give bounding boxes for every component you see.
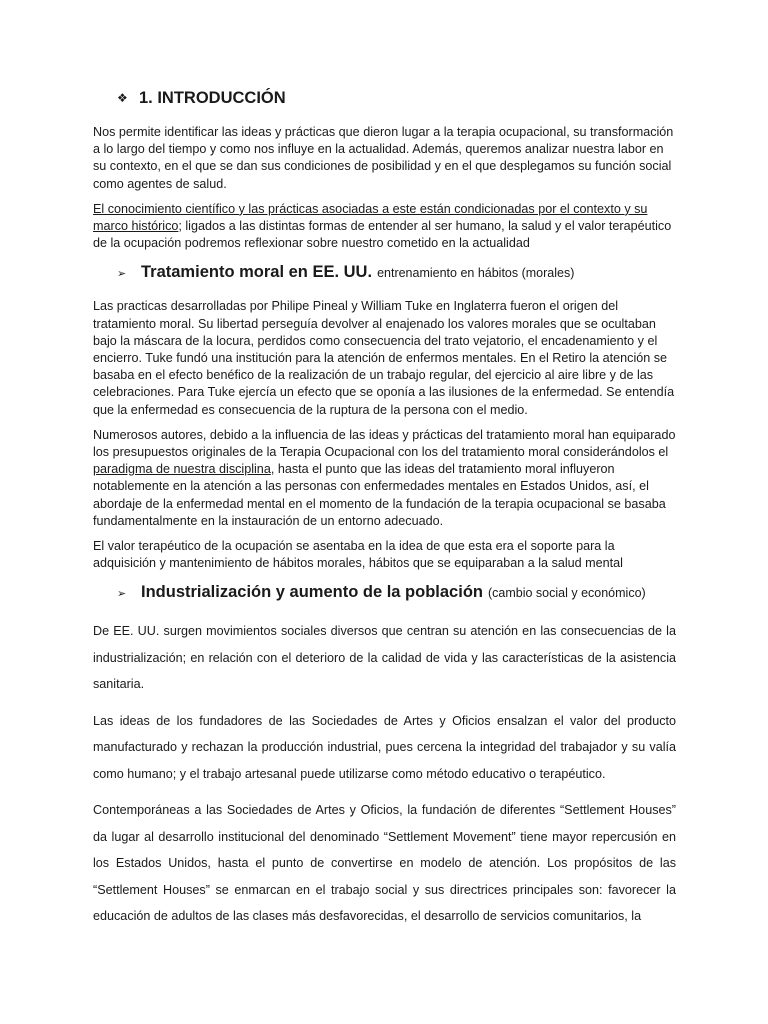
paragraph-authors [93, 427, 676, 530]
arrow-bullet-icon: ➢ [117, 268, 127, 281]
section-title-industrial: Industrialización y aumento de la población [141, 583, 483, 602]
intro-heading-text: 1. INTRODUCCIÓN [139, 89, 286, 107]
paragraph-tuke: Las practicas desarrolladas por Philipe Pineal y William Tuke en Inglaterra fueron el origen del tratamiento moral. Su libertad perseguía devolver al enajenado los valores morales que se ocultaban bajo la máscara de la locura, perdidos como consecuencia del trato vejatorio, el encadenamiento y el encierro. Tuke fundó una institución para la atención de enfermos mentales. En el Retiro la atención se basaba en el efecto benéfico de la realización de un trabajo regular, del ejercicio al aire libre y de las celebraciones. Para Tuke ejercía un efecto que se oponía a las ilusiones de la enfermedad. Se entendía que la enfermedad es consecuencia de la ruptura de la persona con el medio. [93, 299, 675, 417]
document-body [93, 86, 676, 940]
paragraph-settlement: Contemporáneas a las Sociedades de Artes y Oficios, la fundación de diferentes “Settlement Houses” da lugar al desarrollo institucional del denominado “Settlement Movement” tiene mayor repercusión en los Estados Unidos, hasta el punto de convertirse en modelo de atención. Los propósitos de las “Settlement Houses” se enmarcan en el trabajo social y sus directrices principales son: favorecer la educación de adultos de las clases más desfavorecidas, el desarrollo de servicios comunitarios, la [93, 803, 676, 924]
intro-heading [117, 86, 676, 110]
section-subtitle-moral: entrenamiento en hábitos (morales) [377, 266, 575, 281]
section-subtitle-industrial: (cambio social y económico) [487, 586, 646, 601]
arrow-bullet-icon: ➢ [117, 588, 127, 601]
paragraph-authors-a: Numerosos autores, debido a la influencia de las ideas y prácticas del tratamiento moral han equiparado los presupuestos originales de la Terapia Ocupacional con los del tratamiento moral considerándolos el [93, 427, 676, 460]
paragraph-intro: Nos permite identificar las ideas y prácticas que dieron lugar a la terapia ocupacional, su transformación a lo largo del tiempo y como nos influye en la actualidad. Además, queremos analizar nuestra labor en su contexto, en el que se dan sus condiciones de posibilidad y en el que desplegamos su función social como agentes de salud. [93, 125, 674, 191]
paragraph-arts-crafts: Las ideas de los fundadores de las Sociedades de Artes y Oficios ensalzan el valor del producto manufacturado y rechazan la producción industrial, pues cercena la integridad del trabajador y su valía como humano; y el trabajo artesanal puede utilizarse como método educativo o terapéutico. [93, 713, 676, 781]
section-heading-moral [117, 260, 676, 286]
paragraph-authors-b: , hasta el punto que las ideas del tratamiento moral influyeron notablemente en la atención a las personas con enfermedades mentales en Estados Unidos, así, el abordaje de la enfermedad mental en el momento de la fundación de la terapia ocupacional se basaba fundamentalmente en la instauración de un entorno adecuado. [93, 462, 666, 528]
section-title-moral: Tratamiento moral en EE. UU. [141, 263, 373, 282]
underlined-phrase: El conocimiento científico y las prácticas asociadas a este están condicionadas por el contexto y su marco histórico [93, 201, 648, 234]
section-heading-industrial [117, 580, 676, 606]
paragraph-movements: De EE. UU. surgen movimientos sociales diversos que centran su atención en las consecuencias de la industrialización; en relación con el deterioro de la calidad de vida y las características de la asistencia sanitaria. [93, 624, 676, 692]
paragraph-context-rest: ; ligados a las distintas formas de entender al ser humano, la salud y el valor terapéutico de la ocupación podremos reflexionar sobre nuestro cometido en la actualidad [93, 219, 672, 251]
paragraph-context [93, 201, 676, 253]
underlined-paradigm: paradigma de nuestra disciplina [93, 462, 271, 477]
diamond-bullet-icon: ❖ [117, 91, 128, 105]
paragraph-value: El valor terapéutico de la ocupación se asentaba en la idea de que esta era el soporte para la adquisición y mantenimiento de hábitos morales, hábitos que se equiparaban a la salud mental [93, 539, 623, 571]
